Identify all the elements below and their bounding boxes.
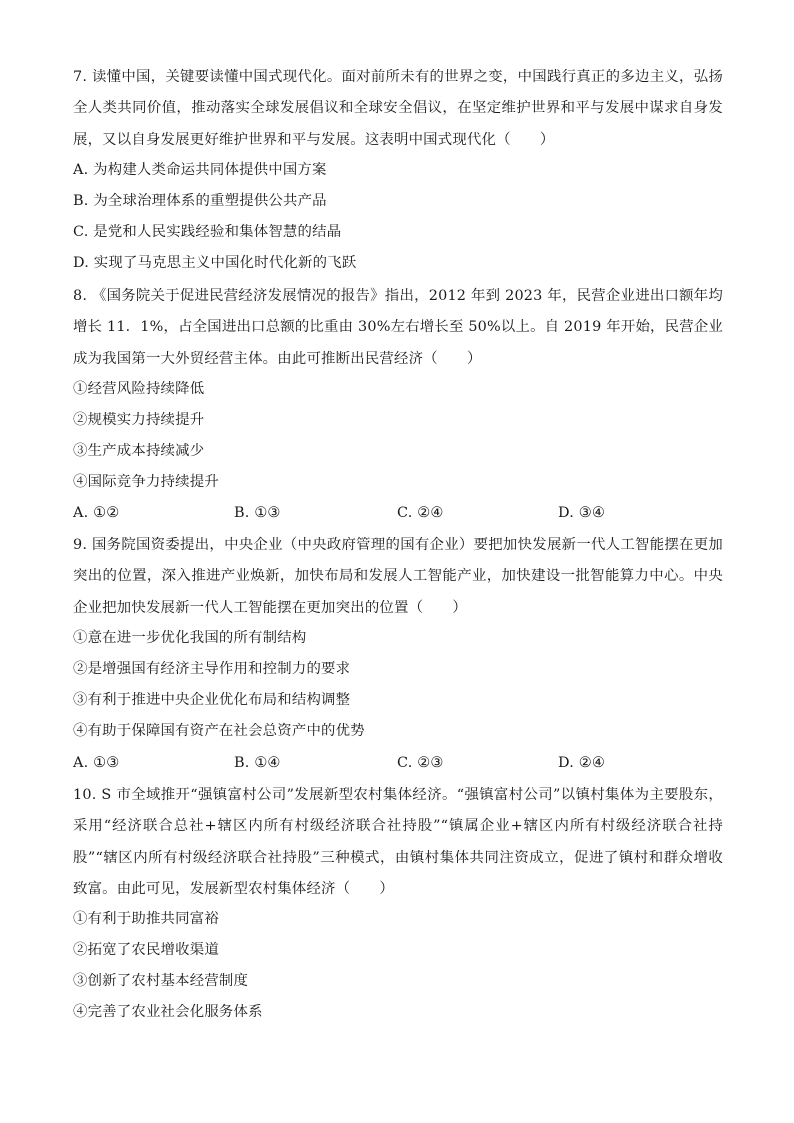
question-7-stem: 7. 读懂中国，关键要读懂中国式现代化。面对前所未有的世界之变，中国践行真正的多边主义，弘扬全人类共同价值，推动落实全球发展倡议和全球安全倡议，在坚定维护世界和平与发展中谋求自身发展，又以自身发展更好维护世界和平与发展。这表明中国式现代化（ ） bbox=[73, 69, 723, 148]
question-8-statement-1: ①经营风险持续降低 bbox=[73, 381, 205, 397]
question-9-statement-1: ①意在进一步优化我国的所有制结构 bbox=[73, 630, 307, 646]
question-9-choice-a: A. ①③ bbox=[73, 755, 120, 771]
question-8-choice-b: B. ①③ bbox=[234, 505, 281, 521]
question-9-choice-b: B. ①④ bbox=[234, 755, 281, 771]
question-8-choice-d: D. ③④ bbox=[558, 505, 605, 521]
question-10-statement-2: ②拓宽了农民增收渠道 bbox=[73, 942, 219, 958]
question-8-choice-c: C. ②④ bbox=[397, 505, 444, 521]
question-7-option-a: A. 为构建人类命运共同体提供中国方案 bbox=[73, 162, 327, 178]
question-7-option-c: C. 是党和人民实践经验和集体智慧的结晶 bbox=[73, 224, 342, 240]
question-8-statement-2: ②规模实力持续提升 bbox=[73, 412, 205, 428]
question-8-choices bbox=[73, 503, 723, 523]
question-9-statement-2: ②是增强国有经济主导作用和控制力的要求 bbox=[73, 661, 351, 677]
question-8-statement-3: ③生产成本持续减少 bbox=[73, 443, 205, 459]
question-8-choice-a: A. ①② bbox=[73, 505, 120, 521]
question-7-option-d: D. 实现了马克思主义中国化时代化新的飞跃 bbox=[73, 255, 357, 271]
question-10-statement-4: ④完善了农业社会化服务体系 bbox=[73, 1004, 263, 1020]
question-8-statement-4: ④国际竞争力持续提升 bbox=[73, 474, 219, 490]
question-9-choice-c: C. ②③ bbox=[397, 755, 444, 771]
question-8-stem: 8. 《国务院关于促进民营经济发展情况的报告》指出，2012 年到 2023 年，民营企业进出口额年均增长 11．1%，占全国进出口总额的比重由 30%左右增长至 50%以上。自 2019 年开始，民营企业成为我国第一大外贸经营主体。由此可推断出民营经济（ ） bbox=[73, 288, 723, 367]
question-10-statement-1: ①有利于助推共同富裕 bbox=[73, 911, 219, 927]
question-10-stem: 10. S 市全域推开“强镇富村公司”发展新型农村集体经济。“强镇富村公司”以镇村集体为主要股东，采用“经济联合总社+辖区内所有村级经济联合社持股”“镇属企业+辖区内所有村级经济联合社持股”“辖区内所有村级经济联合社持股”三种模式，由镇村集体共同注资成立，促进了镇村和群众增收致富。由此可见，发展新型农村集体经济（ ） bbox=[73, 787, 723, 898]
question-9-choices bbox=[73, 753, 723, 773]
question-7-option-b: B. 为全球治理体系的重塑提供公共产品 bbox=[73, 193, 327, 209]
question-9-statement-4: ④有助于保障国有资产在社会总资产中的优势 bbox=[73, 723, 365, 739]
question-10-statement-3: ③创新了农村基本经营制度 bbox=[73, 973, 249, 989]
question-9-choice-d: D. ②④ bbox=[558, 755, 605, 771]
question-9-statement-3: ③有利于推进中央企业优化布局和结构调整 bbox=[73, 692, 351, 708]
question-9-stem: 9. 国务院国资委提出，中央企业（中央政府管理的国有企业）要把加快发展新一代人工智能摆在更加突出的位置，深入推进产业焕新，加快布局和发展人工智能产业，加快建设一批智能算力中心。中央企业把加快发展新一代人工智能摆在更加突出的位置（ ） bbox=[73, 537, 723, 616]
